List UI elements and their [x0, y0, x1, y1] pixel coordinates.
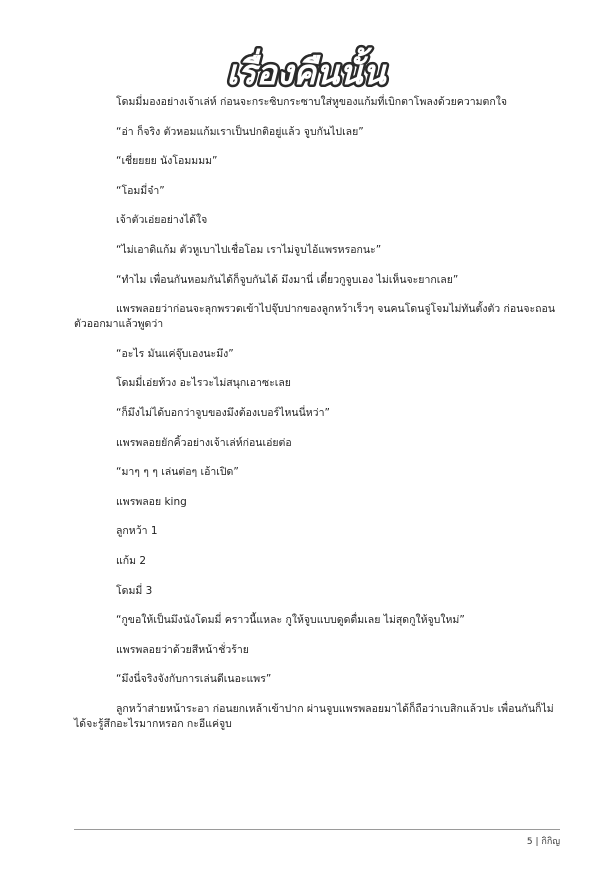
paragraph: แพรพลอยว่าด้วยสีหน้าชั่วร้าย: [116, 643, 249, 656]
page-number: 5: [526, 837, 533, 847]
author-name: กิกิญ: [541, 837, 560, 847]
paragraph: แพรพลอยยักคิ้วอย่างเจ้าเล่ห์ก่อนเอ่ยต่อ: [116, 436, 292, 449]
footer-divider: [74, 829, 560, 830]
chapter-title-graphic: [216, 44, 396, 100]
paragraph: ลูกหว้าส่ายหน้าระอา ก่อนยกเหล้าเข้าปาก ผ่านจูบแพรพลอยมาได้ก็ถือว่าเบสิกแล้วปะ เพื่อนกันก็ไม่ได้จะรู้สึกอะไรมากหรอก กะอีแค่จูบ: [74, 702, 554, 730]
paragraph: “เชี่ยยยย นังโอมมมม”: [116, 155, 218, 168]
paragraph: “ไม่เอาดิแก้ม ตัวหูเบาไปเชื่อโอม เราไม่จูบไอ้แพรหรอกนะ”: [116, 243, 382, 256]
paragraph: เจ้าตัวเอ่ยอย่างได้ใจ: [116, 214, 208, 227]
paragraph: “ก็มึงไม่ได้บอกว่าจูบของมึงต้องเบอร์ไหนนี่หว่า”: [116, 406, 330, 419]
paragraph: โดมมี่มองอย่างเจ้าเล่ห์ ก่อนจะกระซิบกระซาบใส่หูของแก้มที่เบิกตาโพลงด้วยความตกใจ: [116, 96, 507, 108]
story-body: [74, 95, 564, 746]
chapter-title: [0, 44, 612, 100]
paragraph: “มาๆ ๆ ๆ เล่นต่อๆ เอ้าเปิด”: [116, 466, 239, 479]
paragraph: “อ่า ก็จริง ตัวหอมแก้มเราเป็นปกติอยู่แล้ว จูบกันไปเลย”: [116, 125, 364, 138]
paragraph: ลูกหว้า 1: [116, 525, 158, 538]
paragraph: “อะไร มันแค่จุ๊บเองนะมึง”: [116, 347, 234, 360]
paragraph: โดมมี่เอ่ยท้วง อะไรวะไม่สนุกเอาซะเลย: [116, 377, 291, 390]
footer-separator: |: [535, 837, 539, 847]
paragraph: โดมมี่ 3: [116, 584, 153, 597]
paragraph: “โอมมี่จ๋า”: [116, 184, 165, 197]
paragraph: แพรพลอย king: [116, 495, 187, 508]
paragraph: แพรพลอยว่าก่อนจะลุกพรวดเข้าไปจุ๊บปากของลูกหว้าเร็วๆ จนคนโดนจู่โจมไม่ทันตั้งตัว ก่อนจะถอนตัวออกมาแล้วพูดว่า: [74, 303, 556, 331]
paragraph: แก้ม 2: [116, 554, 147, 567]
chapter-title-text: เรื่องคืนนั้น: [226, 53, 386, 93]
paragraph: “มึงนี่จริงจังกับการเล่นดีเนอะแพร”: [116, 673, 272, 686]
page-footer: [527, 834, 560, 848]
paragraph: “ทำไม เพื่อนกันหอมกันได้ก็จูบกันได้ มึงมานี่ เดี๋ยวกูจูบเอง ไม่เห็นจะยากเลย”: [116, 273, 459, 286]
paragraph: “กูขอให้เป็นมึงนังโดมมี่ คราวนี้แหละ กูให้จูบแบบดูดดื่มเลย ไม่สุดกูให้จูบใหม่”: [116, 614, 465, 627]
